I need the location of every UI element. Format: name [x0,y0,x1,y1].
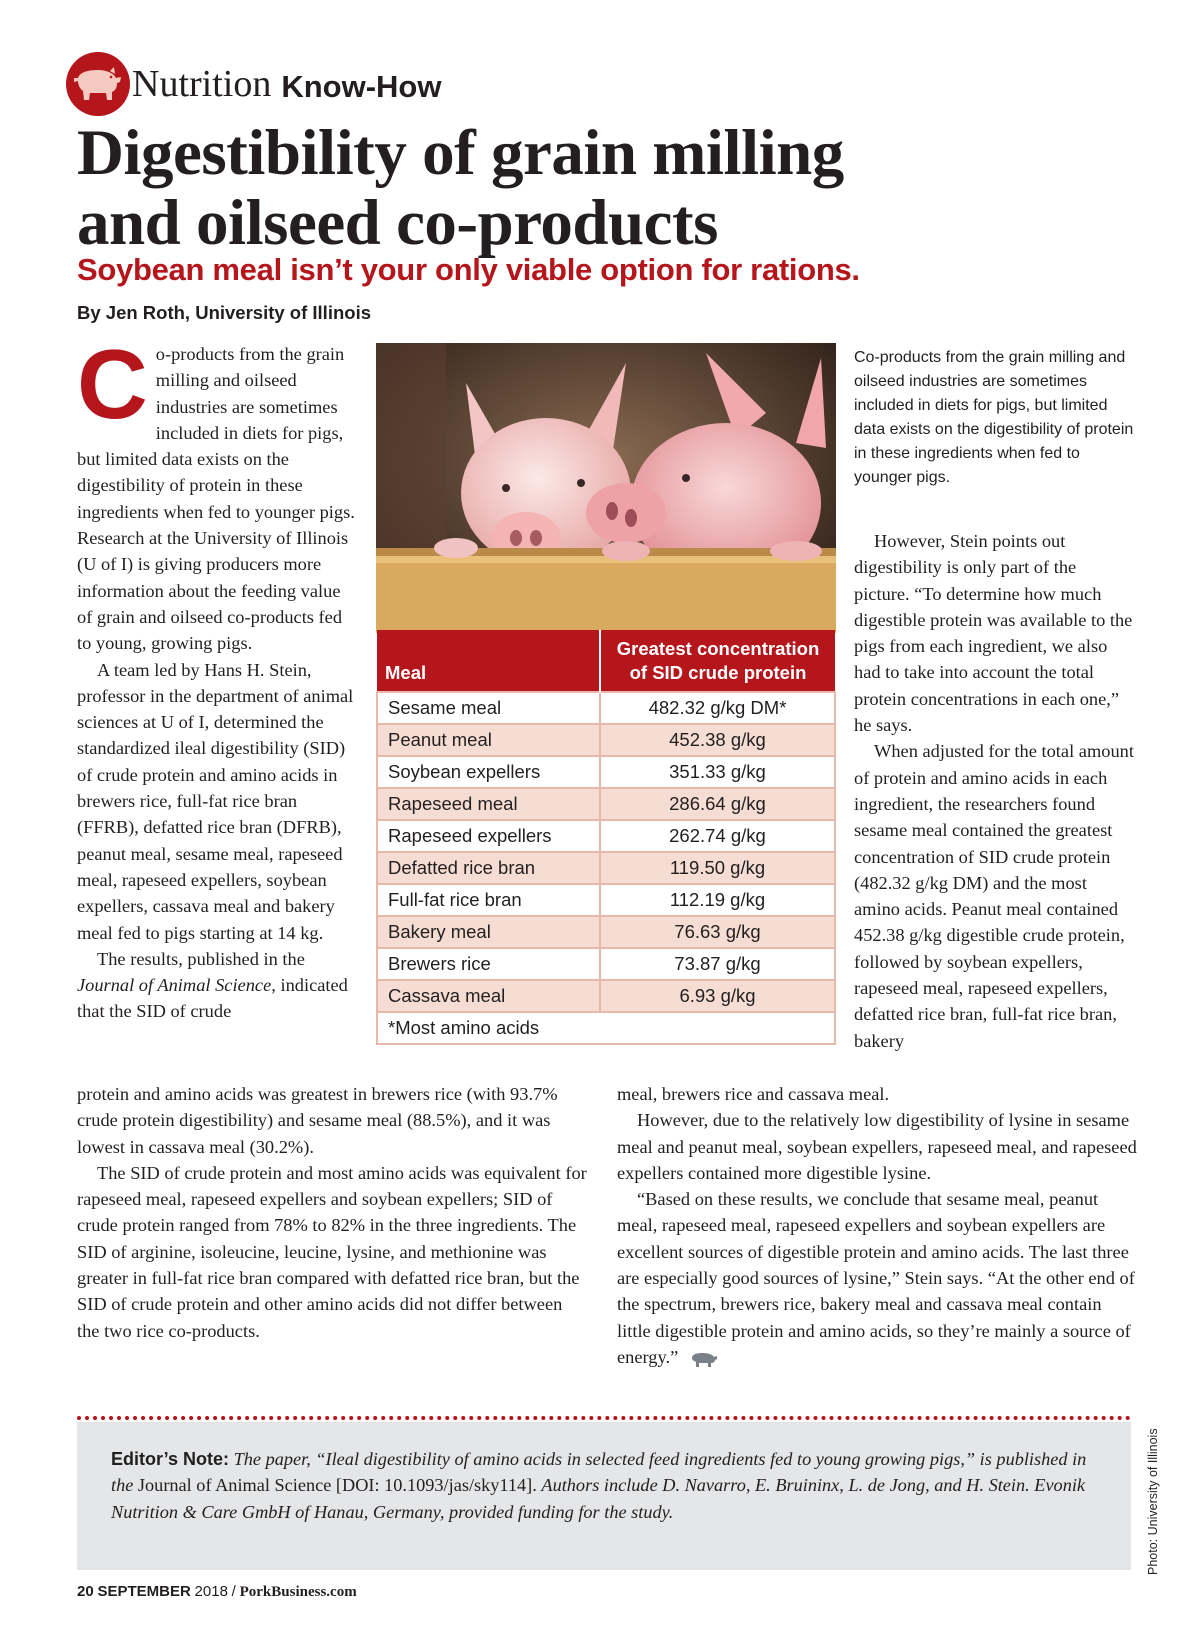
page-number: 20 [77,1583,94,1600]
column-header-meal: Meal [377,630,600,692]
table-footnote: *Most amino acids [377,1012,835,1044]
paragraph-results-end: protein and amino acids was greatest in brewers rice (with 93.7% crude protein digestibility) and sesame meal (88.5%), and it was lowest in cassava meal (30.2%). [77,1084,558,1157]
photo-caption: Co-products from the grain milling and oilseed industries are sometimes included in diets for pigs, but limited data exists on the digestibility of protein in these ingredients when fed to younger pigs. [854,349,1134,486]
byline: By Jen Roth, University of Illinois [77,302,371,323]
meal-cell: Defatted rice bran [377,852,600,884]
results-text-b: indicated that the SID of crude [77,975,348,1022]
editors-note-journal: Journal of Animal Science [DOI: 10.1093/jas/sky114]. [137,1475,537,1496]
editors-note-text-1: The paper, “Ileal digestibility of amino acids in selected feed ingredients fed to young growing pigs,” is published in the [111,1449,1087,1496]
table-row [377,724,835,756]
issue-year: 2018 [194,1583,228,1600]
meal-cell: Bakery meal [377,916,600,948]
page-footer [77,1583,357,1601]
sid-crude-protein-table [376,630,836,1045]
article-bottom-left [77,1081,587,1344]
value-cell: 76.63 g/kg [600,916,835,948]
article-column-right [854,528,1136,1054]
value-cell: 262.74 g/kg [600,820,835,852]
kicker-subtitle: Know-How [281,69,442,104]
column-header-line-1: Greatest concentration [616,637,820,659]
headline [77,118,977,258]
paragraph-lysine: However, due to the relatively low digestibility of lysine in sesame meal and peanut meal, soybean expellers, rapeseed meal, and rapeseed expellers contained more digestible lysine. [617,1110,1137,1183]
footer-website: PorkBusiness.com [239,1584,357,1600]
value-cell: 6.93 g/kg [600,980,835,1012]
drop-cap: C [77,329,148,439]
two-piglets-photo [376,343,836,633]
section-badge [66,52,130,116]
editors-note-label: Editor’s Note: [111,1449,230,1469]
photo-credit: Photo: University of Illinois [1146,1428,1160,1575]
pig-end-icon [690,1351,718,1367]
headline-line-2: and oilseed co-products [77,187,718,259]
meal-cell: Peanut meal [377,724,600,756]
intro-text: o-products from the grain milling and oilseed industries are sometimes included in diets for pigs, but limited data exists on the digestibility of protein in these ingredients when fed to younger pigs. Research at the University of Illinois (U of I) is giving producers more information about the feeding value of grain and oilseed co-products fed to young, growing pigs. [77,344,355,654]
meal-cell: Soybean expellers [377,756,600,788]
meal-cell: Sesame meal [377,692,600,724]
table-row [377,980,835,1012]
table-row [377,884,835,916]
pig-icon [72,66,124,102]
table-row [377,948,835,980]
meal-cell: Cassava meal [377,980,600,1012]
paragraph-sid-equivalent: The SID of crude protein and most amino acids was equivalent for rapeseed meal, rapeseed expellers and soybean expellers; SID of crude protein ranged from 78% to 82% in the three ingredients. The SID of arginine, isoleucine, leucine, lysine, and methionine was greater in full-fat rice bran compared with defatted rice bran, but the SID of crude protein and other amino acids did not differ between the two rice co-products. [77,1162,587,1341]
paragraph-conclusion [617,1186,1137,1370]
results-text-a: The results, published in the [97,948,305,969]
paragraph-results-start [77,946,359,1025]
table-row [377,916,835,948]
meal-cell: Brewers rice [377,948,600,980]
table-row [377,788,835,820]
paragraph-list-end: meal, brewers rice and cassava meal. [617,1084,890,1104]
table-row [377,756,835,788]
table-row [377,852,835,884]
dotted-divider [77,1416,1131,1420]
conclusion-text: “Based on these results, we conclude that sesame meal, peanut meal, rapeseed meal, rapeseed expellers and soybean expellers are excellent sources of digestible protein and amino acids. The last three are especially good sources of lysine,” Stein says. “At the other end of the spectrum, brewers rice, bakery meal and cassava meal contain little digestible protein and amino acids, so they’re mainly a source of energy.” [617,1189,1135,1367]
meal-cell: Rapeseed expellers [377,820,600,852]
value-cell: 112.19 g/kg [600,884,835,916]
meal-cell: Full-fat rice bran [377,884,600,916]
value-cell: 452.38 g/kg [600,724,835,756]
deck: Soybean meal isn’t your only viable option for rations. [77,252,860,287]
paragraph-adjusted: When adjusted for the total amount of protein and amino acids in each ingredient, the researchers found sesame meal contained the greatest concentration of SID crude protein (482.32 g/kg DM) and the most amino acids. Peanut meal contained 452.38 g/kg digestible crude protein, followed by soybean expellers, rapeseed meal, rapeseed expellers, defatted rice bran, full-fat rice bran, bakery [854,741,1134,1051]
value-cell: 482.32 g/kg DM* [600,692,835,724]
table-footnote-row [377,1012,835,1044]
article-column-left [77,329,359,1025]
meal-cell: Rapeseed meal [377,788,600,820]
footer-separator: / [231,1583,236,1600]
kicker-title: Nutrition [132,63,272,105]
value-cell: 119.50 g/kg [600,852,835,884]
paragraph-team: A team led by Hans H. Stein, professor in the department of animal sciences at U of I, determined the standardized ileal digestibility (SID) of crude protein and amino acids in brewers rice, full-fat rice bran (FFRB), defatted rice bran (DFRB), peanut meal, sesame meal, rapeseed meal, rapeseed expellers, soybean expellers, cassava meal and bakery meal fed to pigs starting at 14 kg. [77,659,354,943]
paragraph-intro [77,329,359,657]
table-row [377,692,835,724]
section-kicker [66,50,441,118]
editors-note-text-2: Authors include D. Navarro, E. Bruininx, L. de Jong, and H. Stein. Evonik Nutrition & Care GmbH of Hanau, Germany, provided funding for the study. [111,1475,1086,1522]
headline-line-1: Digestibility of grain milling [77,117,844,189]
column-header-line-2: of SID crude protein [629,661,807,683]
editors-note-box [77,1422,1131,1570]
issue-month: SEPTEMBER [97,1583,191,1600]
value-cell: 73.87 g/kg [600,948,835,980]
value-cell: 351.33 g/kg [600,756,835,788]
paragraph-stein: However, Stein points out digestibility is only part of the picture. “To determine how much digestible protein was available to the pigs from each ingredient, we also had to take into account the total protein concentrations in each one,” he says. [854,531,1133,736]
column-header-concentration [600,630,835,692]
value-cell: 286.64 g/kg [600,788,835,820]
article-bottom-right [617,1081,1137,1370]
table-header-row [377,630,835,692]
table-row [377,820,835,852]
journal-name: Journal of Animal Science, [77,975,276,996]
